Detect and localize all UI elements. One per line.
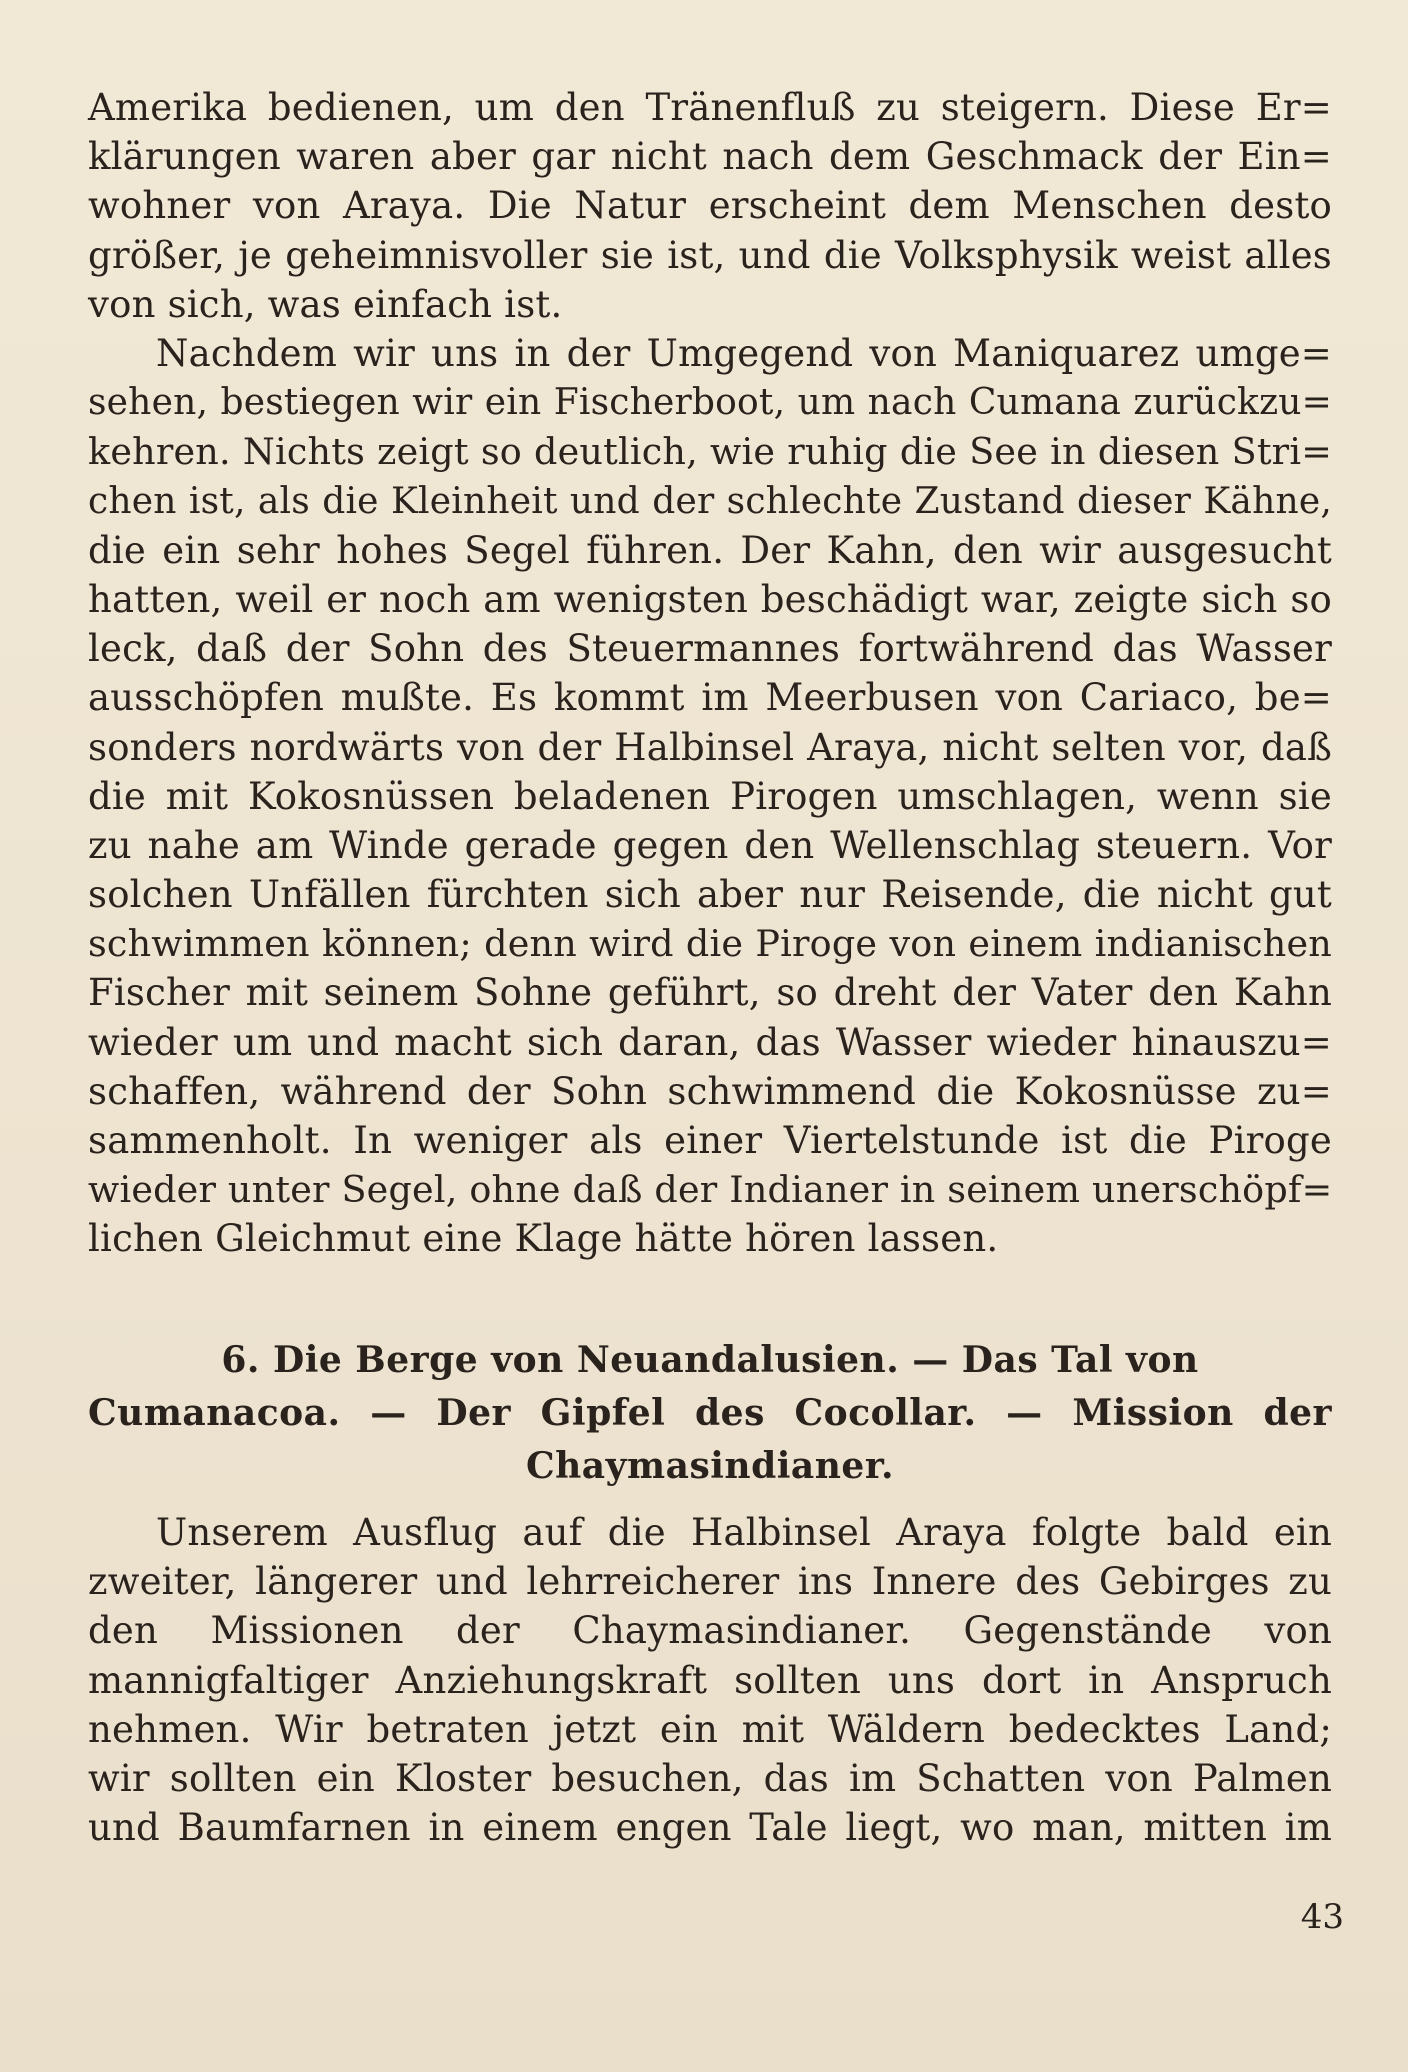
heading-line: Cumanacoa. — Der Gipfel des Cocollar. — Mission der — [88, 1392, 1332, 1434]
text-line: wir sollten ein Kloster besuchen, das im Schatten von Palmen — [88, 1756, 1332, 1800]
text-line: Nachdem wir uns in der Umgegend von Maniquarez umge= — [156, 332, 1332, 375]
text-line: schwimmen können; denn wird die Piroge von einem indianischen — [88, 922, 1332, 966]
text-line: nehmen. Wir betraten jetzt ein mit Wäldern bedecktes Land; — [88, 1707, 1332, 1751]
text-line: chen ist, als die Kleinheit und der schlechte Zustand dieser Kähne, — [88, 480, 1332, 522]
text-line: sonders nordwärts von der Halbinsel Araya, nicht selten vor, daß — [88, 725, 1332, 769]
text-line: solchen Unfällen fürchten sich aber nur Reisende, die nicht gut — [88, 873, 1332, 917]
text-line: kehren. Nichts zeigt so deutlich, wie ruhig die See in diesen Stri= — [88, 430, 1332, 474]
text-line: ausschöpfen mußte. Es kommt im Meerbusen von Cariaco, be= — [88, 676, 1332, 720]
text-line: und Baumfarnen in einem engen Tale liegt, wo man, mitten im — [88, 1806, 1332, 1850]
text-line: Amerika bedienen, um den Tränenfluß zu steigern. Diese Er= — [88, 86, 1332, 129]
text-line: Fischer mit seinem Sohne geführt, so dreht der Vater den Kahn — [88, 971, 1332, 1015]
text-line: leck, daß der Sohn des Steuermannes fortwährend das Wasser — [88, 627, 1332, 671]
page-number: 43 — [1300, 1897, 1344, 1937]
text-line: wieder um und macht sich daran, das Wasser wieder hinauszu= — [88, 1020, 1332, 1064]
text-line: wieder unter Segel, ohne daß der Indianer in seinem unerschöpf= — [88, 1168, 1333, 1212]
text-line: zu nahe am Winde gerade gegen den Wellenschlag steuern. Vor — [88, 823, 1332, 867]
section-heading — [88, 1334, 1332, 1493]
paragraph-3 — [88, 1508, 1332, 1852]
text-line: den Missionen der Chaymasindianer. Gegenstände von — [88, 1609, 1332, 1653]
text-line: zweiter, längerer und lehrreicherer ins Innere des Gebirges zu — [88, 1560, 1332, 1604]
text-line: wohner von Araya. Die Natur erscheint dem Menschen desto — [88, 184, 1332, 228]
text-line: die mit Kokosnüssen beladenen Pirogen umschlagen, wenn sie — [88, 774, 1332, 818]
text-line: schaffen, während der Sohn schwimmend die Kokosnüsse zu= — [88, 1069, 1332, 1113]
heading-line: Chaymasindianer. — [525, 1445, 895, 1487]
paragraph-1 — [88, 83, 1332, 329]
text-line: mannigfaltiger Anziehungskraft sollten uns dort in Anspruch — [88, 1658, 1332, 1702]
heading-line: 6. Die Berge von Neuandalusien. — Das Tal von — [221, 1339, 1199, 1381]
text-line: lichen Gleichmut eine Klage hätte hören lassen. — [88, 1217, 999, 1261]
text-line: klärungen waren aber gar nicht nach dem Geschmack der Ein= — [88, 135, 1332, 179]
text-line: von sich, was einfach ist. — [88, 282, 563, 326]
text-line: hatten, weil er noch am wenigsten beschädigt war, zeigte sich so — [88, 577, 1332, 621]
text-line: sammenholt. In weniger als einer Viertelstunde ist die Piroge — [88, 1119, 1332, 1162]
paragraph-2 — [88, 329, 1332, 1264]
text-line: Unserem Ausflug auf die Halbinsel Araya folgte bald ein — [156, 1511, 1332, 1554]
text-line: die ein sehr hohes Segel führen. Der Kahn, den wir ausgesucht — [88, 528, 1332, 572]
text-line: sehen, bestiegen wir ein Fischerboot, um nach Cumana zurückzu= — [88, 382, 1332, 424]
text-line: größer, je geheimnisvoller sie ist, und die Volksphysik weist alles — [88, 233, 1332, 277]
